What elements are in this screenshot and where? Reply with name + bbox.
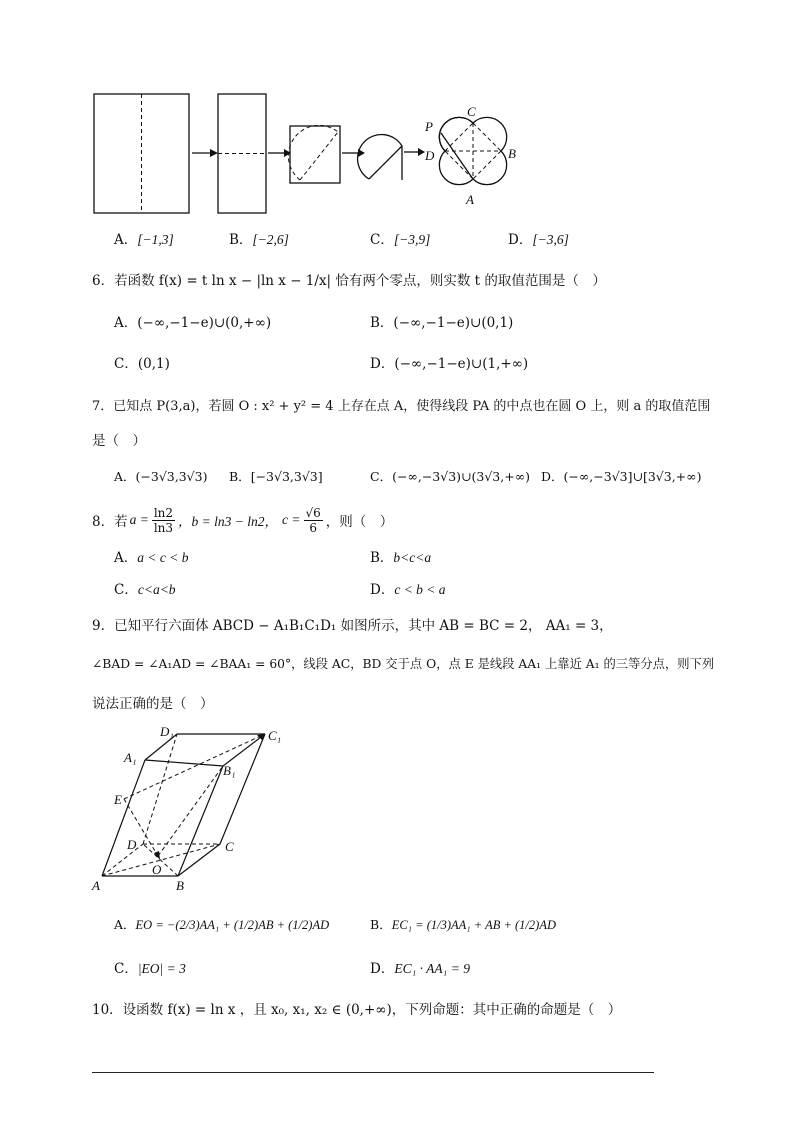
fraction-a: $\frac{\ln 2}{\ln 3}$ <box>153 505 174 535</box>
q6-option-a: A．(−∞,−1−e)∪(0,+∞) <box>114 315 272 331</box>
label-C1: C₁ <box>268 728 282 743</box>
label-C: C <box>467 104 476 119</box>
q6-option-d: D．(−∞,−1−e)∪(1,+∞) <box>370 356 529 372</box>
q7-option-a: A．(−3√3,3√3) <box>114 469 208 484</box>
parallelepiped-figure <box>80 718 300 898</box>
label-A: A <box>466 192 474 207</box>
q6-stem: 6．若函数 f(x) = t ln x − |ln x − 1/x| 恰有两个零点，则实数 t 的取值范围是（ ） <box>92 273 606 289</box>
label-P: P <box>425 119 433 134</box>
folding-figure <box>0 0 794 230</box>
q9-option-b: B．EC₁ = (1/3)AA₁ + AB + (1/2)AD <box>370 917 556 932</box>
q9-option-a: A．EO = −(2/3)AA₁ + (1/2)AB + (1/2)AD <box>114 917 330 932</box>
q8-option-b: B．b<c<a <box>370 550 432 566</box>
label-A: A <box>92 878 100 893</box>
q10-stem: 10．设函数 f(x) = ln x ，且 x₀, x₁, x₂ ∈ (0,+∞)，下列命题：其中正确的命题是（ ） <box>92 1002 622 1018</box>
q7-option-b: B．[−3√3,3√3] <box>229 469 323 484</box>
footer-rule <box>92 1072 654 1073</box>
label-B: B <box>176 878 184 893</box>
q9-option-c: C．|EO| = 3 <box>114 961 186 977</box>
label-A1: A₁ <box>124 750 137 765</box>
q5-option-b: B．[−2,6] <box>229 232 289 248</box>
label-B: B <box>508 146 516 161</box>
q7-stem-line2: 是（ ） <box>92 433 146 449</box>
q8-option-d: D．c < b < a <box>370 582 446 598</box>
q8-stem: 8．若 a = $\frac{\ln 2}{\ln 3}$ ，b = ln3 − ln2， c = $\frac{√6}{6}$ ，则（ ） <box>92 505 394 535</box>
fraction-c: $\frac{√6}{6}$ <box>305 505 321 535</box>
q6-option-c: C．(0,1) <box>114 356 170 372</box>
q9-stem-line3: 说法正确的是（ ） <box>92 696 214 712</box>
q8-option-a: A．a < c < b <box>114 550 189 566</box>
q8-option-c: C．c<a<b <box>114 582 176 598</box>
label-D: D <box>425 148 435 163</box>
label-B1: B₁ <box>223 763 236 778</box>
label-C: C <box>225 839 234 854</box>
label-D1: D₁ <box>160 724 174 739</box>
label-E: E <box>114 792 122 807</box>
q5-option-a: A．[−1,3] <box>114 232 174 248</box>
q7-option-d: D．(−∞,−3√3]∪[3√3,+∞) <box>541 469 702 484</box>
q9-stem-line1: 9．已知平行六面体 ABCD − A₁B₁C₁D₁ 如图所示，其中 AB = BC = 2， AA₁ = 3， <box>92 618 613 634</box>
label-D: D <box>127 837 137 852</box>
q6-option-b: B．(−∞,−1−e)∪(0,1) <box>370 315 514 331</box>
q5-option-d: D．[−3,6] <box>508 232 569 248</box>
q7-stem-line1: 7．已知点 P(3,a)，若圆 O : x² + y² = 4 上存在点 A，使得线段 PA 的中点也在圆 O 上，则 a 的取值范围 <box>92 399 711 414</box>
q9-option-d: D．EC₁ · AA₁ = 9 <box>370 961 470 977</box>
q9-stem-line2: ∠BAD = ∠A₁AD = ∠BAA₁ = 60°，线段 AC，BD 交于点 O，点 E 是线段 AA₁ 上靠近 A₁ 的三等分点，则下列 <box>92 657 715 671</box>
q7-option-c: C．(−∞,−3√3)∪(3√3,+∞) <box>370 469 530 484</box>
label-O: O <box>152 862 162 877</box>
q5-option-c: C．[−3,9] <box>370 232 431 248</box>
